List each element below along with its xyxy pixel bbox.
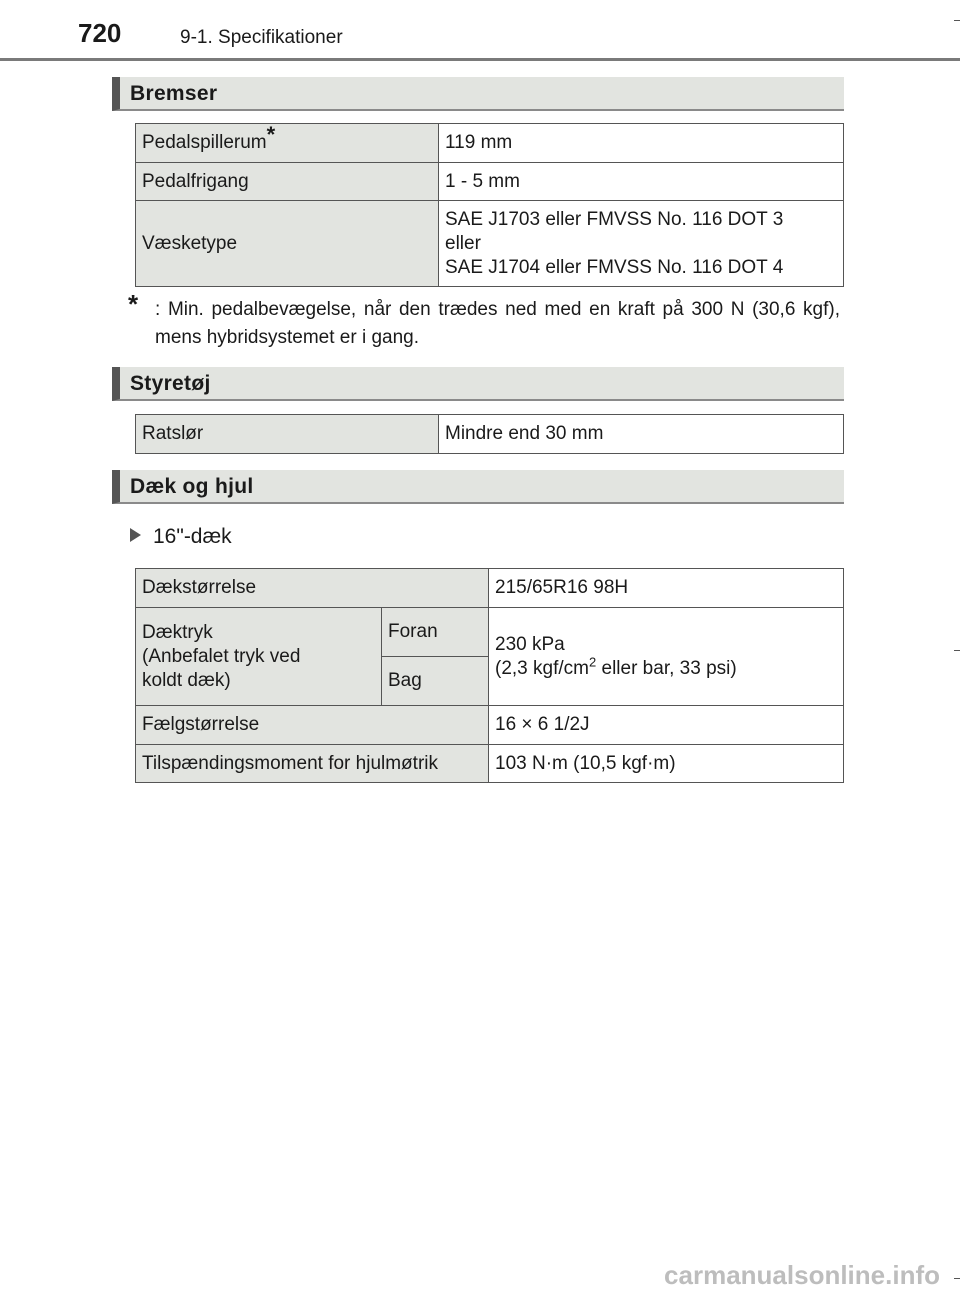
table-cell-value [439, 201, 844, 287]
table-row [136, 745, 844, 783]
running-head: 9-1. Specifikationer [180, 27, 343, 48]
table-cell-label: Væsketype [136, 201, 439, 287]
table-row [136, 415, 844, 454]
table-cell-value: 1 - 5 mm [439, 163, 844, 201]
table-row [136, 163, 844, 201]
footnote-star: * [128, 289, 139, 319]
pressure-label-line: Dæktryk [142, 621, 213, 643]
footnote [128, 289, 840, 352]
footnote-text: : Min. pedalbevægelse, når den trædes ned med en kraft på 300 N (30,6 kgf), mens hybridsystemet er i gang. [155, 299, 840, 348]
crop-mark-top [954, 20, 960, 21]
fluid-line: SAE J1704 eller FMVSS No. 116 DOT 4 [445, 256, 784, 278]
watermark: carmanualsonline.info [664, 1260, 940, 1290]
table-row [136, 608, 844, 657]
footnote-mark: * [266, 122, 276, 147]
crop-mark-middle [954, 650, 960, 651]
bremser-table [135, 123, 844, 287]
tire-size-text: 16"-dæk [153, 525, 232, 548]
table-cell-rear-label: Bag [382, 657, 489, 706]
table-cell-label: Pedalspillerum* [136, 124, 439, 163]
section-daek-title: Dæk og hjul [112, 470, 844, 504]
pressure-label-line: koldt dæk) [142, 669, 231, 691]
table-cell-value: 16 × 6 1/2J [489, 706, 844, 745]
crop-mark-bottom [954, 1278, 960, 1279]
page-number: 720 [78, 18, 122, 48]
table-cell-label: Dækstørrelse [136, 569, 489, 608]
header-rule [0, 58, 960, 61]
section-bremser-title: Bremser [112, 77, 844, 111]
table-row [136, 201, 844, 287]
table-cell-value [489, 608, 844, 706]
fluid-line: eller [445, 232, 481, 254]
table-cell-value: 215/65R16 98H [489, 569, 844, 608]
fluid-line: SAE J1703 eller FMVSS No. 116 DOT 3 [445, 208, 784, 230]
table-cell-value: 103 N·m (10,5 kgf·m) [489, 745, 844, 783]
pressure-value-line: (2,3 kgf/$cm^2$ eller bar, 33 psi) [495, 654, 737, 679]
table-cell-label: Tilspændingsmoment for hjulmøtrik [136, 745, 489, 783]
table-row [136, 124, 844, 163]
table-cell-value: 119 mm [439, 124, 844, 163]
styretoj-table [135, 414, 844, 454]
tire-size-heading [130, 525, 232, 549]
section-styretoj-title: Styretøj [112, 367, 844, 401]
table-cell-label: Fælgstørrelse [136, 706, 489, 745]
table-row [136, 706, 844, 745]
table-cell-label [136, 608, 382, 706]
table-cell-label: Ratslør [136, 415, 439, 454]
table-cell-front-label: Foran [382, 608, 489, 657]
pressure-label-line: (Anbefalet tryk ved [142, 645, 301, 667]
daek-table [135, 568, 844, 783]
table-cell-label: Pedalfrigang [136, 163, 439, 201]
table-cell-value: Mindre end 30 mm [439, 415, 844, 454]
triangle-bullet-icon [130, 528, 141, 542]
table-row [136, 569, 844, 608]
pressure-value-line: 230 kPa [495, 633, 565, 655]
